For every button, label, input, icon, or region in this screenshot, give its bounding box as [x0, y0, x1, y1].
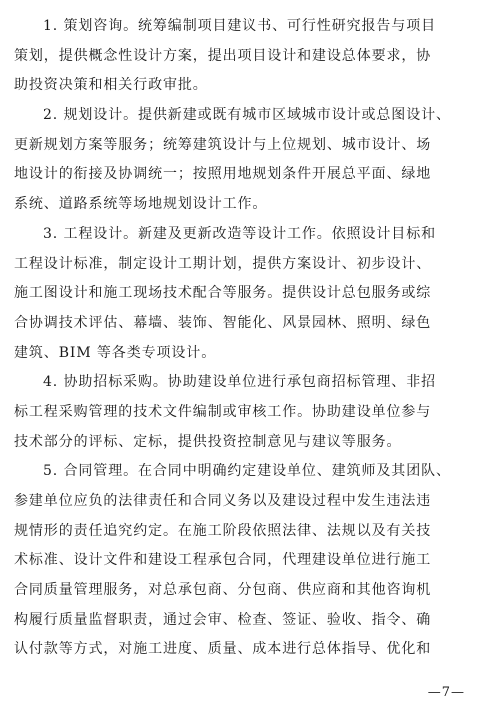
text-line: 策划，提供概念性设计方案，提出项目设计和建设总体要求，协	[14, 47, 432, 64]
text-line: 工程设计标准，制定设计工期计划，提供方案设计、初步设计、	[14, 255, 432, 272]
text-line: 施工图设计和施工现场技术配合等服务。提供设计总包服务或综	[14, 285, 432, 302]
text-line: 认付款等方式，对施工进度、质量、成本进行总体指导、优化和	[14, 641, 432, 658]
text-line: 构履行质量监督职责，通过会审、检查、签证、验收、指令、确	[14, 611, 432, 628]
text-line: 规情形的责任追究约定。在施工阶段依照法律、法规以及有关技	[14, 522, 432, 539]
page-number: —7—	[427, 685, 465, 700]
text-line: 更新规划方案等服务；统筹建筑设计与上位规划、城市设计、场	[14, 136, 432, 153]
text-line: 系统、道路系统等场地规划设计工作。	[14, 196, 268, 213]
text-line: 技术部分的评标、定标，提供投资控制意见与建议等服务。	[14, 433, 402, 450]
text-line: 术标准、设计文件和建设工程承包合同，代理建设单位进行施工	[14, 552, 432, 569]
paragraph-1	[14, 12, 468, 101]
paragraph-5	[14, 457, 468, 665]
text-line: 1. 策划咨询。统筹编制项目建议书、可行性研究报告与项目	[43, 18, 437, 34]
text-line: 4. 协助招标采购。协助建设单位进行承包商招标管理、非招	[43, 374, 437, 391]
text-line: 5. 合同管理。在合同中明确约定建设单位、建筑师及其团队、	[43, 463, 451, 480]
text-line: 参建单位应负的法律责任和合同义务以及建设过程中发生违法违	[14, 493, 432, 509]
paragraph-2	[14, 101, 468, 220]
text-line: 合同质量管理服务，对总承包商、分包商、供应商和其他咨询机	[14, 582, 432, 599]
text-line: 2. 规划设计。提供新建或既有城市区域城市设计或总图设计、	[43, 107, 451, 124]
paragraph-4	[14, 368, 468, 457]
text-line: 合协调技术评估、幕墙、装饰、智能化、风景园林、照明、绿色	[14, 314, 432, 331]
text-line: 3. 工程设计。新建及更新改造等设计工作。依照设计目标和	[43, 225, 437, 242]
paragraph-3	[14, 220, 468, 368]
text-line: 标工程采购管理的技术文件编制或审核工作。协助建设单位参与	[14, 403, 432, 420]
text-line: 地设计的衔接及协调统一；按照用地规划条件开展总平面、绿地	[14, 166, 432, 183]
document-page	[14, 12, 468, 665]
text-line: 助投资决策和相关行政审批。	[14, 77, 208, 94]
text-line: 建筑、BIM 等各类专项设计。	[14, 344, 217, 361]
